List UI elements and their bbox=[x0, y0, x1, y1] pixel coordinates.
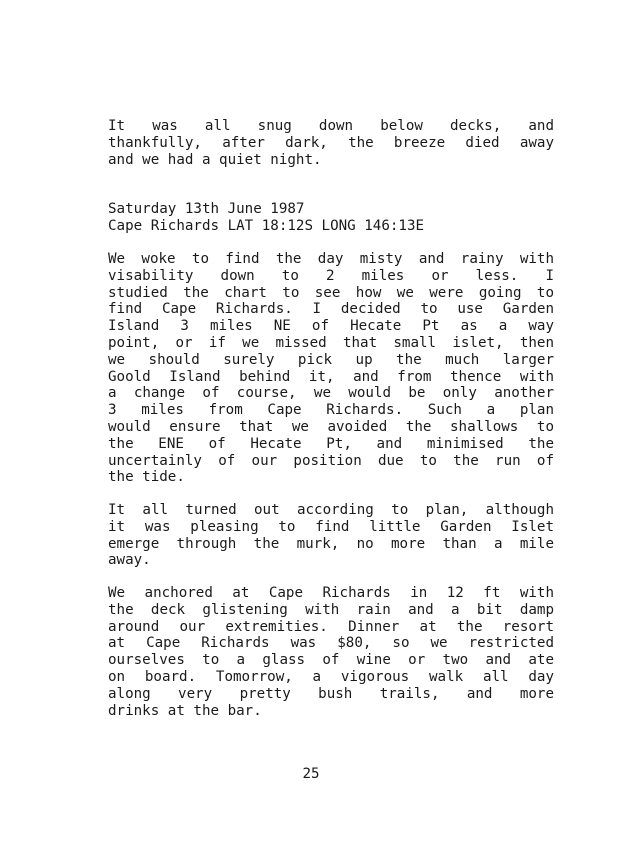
text-line: It all turned out according to plan, although bbox=[108, 502, 554, 518]
text-line: the deck glistening with rain and a bit damp bbox=[108, 601, 554, 618]
text-line: It was all snug down below decks, and bbox=[108, 118, 554, 134]
text-line: emerge through the murk, no more than a mile bbox=[108, 535, 554, 552]
text-line: Island 3 miles NE of Hecate Pt as a way bbox=[108, 318, 554, 335]
paragraph-garden-islet bbox=[108, 502, 554, 569]
entry-date: Saturday 13th June 1987 bbox=[108, 201, 305, 217]
paragraph-navigation-plan bbox=[108, 251, 554, 486]
paragraph-quiet-night bbox=[108, 118, 554, 168]
text-line: and we had a quiet night. bbox=[108, 151, 322, 168]
diary-entry-heading bbox=[108, 201, 554, 235]
text-line: studied the chart to see how we were going to bbox=[108, 284, 554, 301]
text-line: we should surely pick up the much larger bbox=[108, 351, 554, 368]
text-line: on board. Tomorrow, a vigorous walk all day bbox=[108, 668, 554, 685]
text-line: drinks at the bar. bbox=[108, 702, 262, 719]
text-line: ourselves to a glass of wine or two and ate bbox=[108, 652, 554, 669]
text-line: We woke to find the day misty and rainy with bbox=[108, 251, 554, 267]
text-line: 3 miles from Cape Richards. Such a plan bbox=[108, 402, 554, 419]
text-line: We anchored at Cape Richards in 12 ft with bbox=[108, 585, 554, 601]
text-line: uncertainly of our position due to the run of bbox=[108, 452, 554, 469]
text-line: along very pretty bush trails, and more bbox=[108, 685, 554, 702]
text-line: a change of course, we would be only another bbox=[108, 385, 554, 402]
entry-location: Cape Richards LAT 18:12S LONG 146:13E bbox=[108, 217, 425, 234]
text-line: away. bbox=[108, 552, 151, 569]
text-line: thankfully, after dark, the breeze died away bbox=[108, 134, 554, 151]
text-line: the tide. bbox=[108, 469, 185, 486]
text-line: it was pleasing to find little Garden Islet bbox=[108, 518, 554, 535]
text-line: at Cape Richards was $80, so we restricted bbox=[108, 635, 554, 652]
paragraph-anchored bbox=[108, 585, 554, 719]
text-line: around our extremities. Dinner at the resort bbox=[108, 618, 554, 635]
text-line: find Cape Richards. I decided to use Garden bbox=[108, 301, 554, 318]
text-line: visability down to 2 miles or less. I bbox=[108, 267, 554, 284]
page-number: 25 bbox=[302, 766, 320, 782]
text-line: the ENE of Hecate Pt, and minimised the bbox=[108, 435, 554, 452]
text-line: point, or if we missed that small islet, then bbox=[108, 334, 554, 351]
text-line: would ensure that we avoided the shallows to bbox=[108, 418, 554, 435]
text-line: Goold Island behind it, and from thence with bbox=[108, 368, 554, 385]
